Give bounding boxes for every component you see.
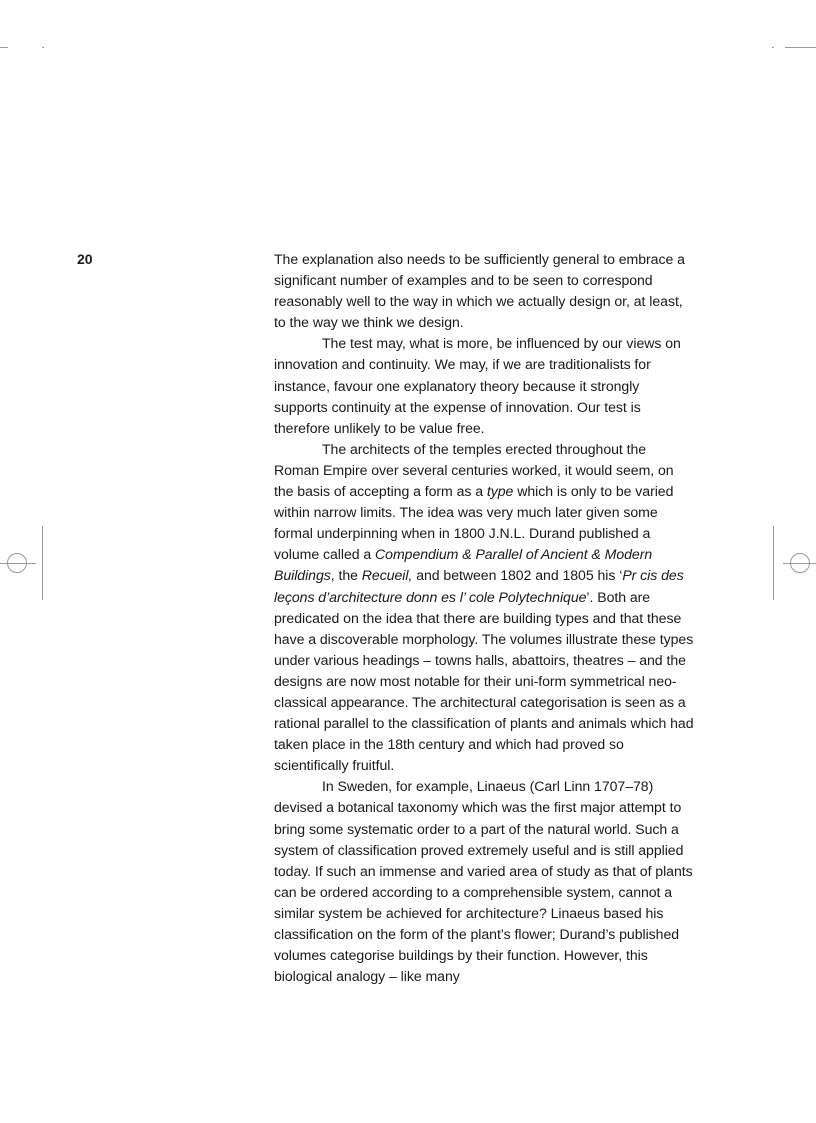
paragraph-1: The explanation also needs to be sufficiently general to embrace a significant number of examples and to be seen to correspond reasonably well to the way in which we actually design or, at least, to the way we think we design. [274,251,685,331]
book-title-recueil: Recueil, [361,567,413,584]
page-number: 20 [77,251,93,267]
paragraph-3-text-e: ’. Both are predicated on the idea that there are building types and that these have a discoverable morphology. The volumes illustrate these types under various headings – towns halls, abattoirs, theatres – and the designs are now most notable for their uni-form symmetrical neo-classical appearance. The architectural categorisation is seen as a rational parallel to the classification of plants and animals which had taken place in the 18th century and which had proved so scientifically fruitful. [274,588,694,774]
term-type: type [486,483,514,500]
registration-line-right-vertical [773,526,774,600]
book-title-precis: Pr cis des leçons d’architecture donn es l’ cole Polytechnique [274,567,684,605]
registration-mark-left-icon [7,553,27,573]
crop-mark-top-right-dot [772,47,774,48]
body-text [274,249,694,987]
paragraph-3-text-a: The architects of the temples erected throughout the Roman Empire over several centuries worked, it would seem, on the basis of accepting a form as a [274,440,674,500]
registration-line-left-vertical [42,526,43,600]
paragraph-3-text-b: which is only to be varied within narrow limits. The idea was very much later given some formal underpinning when in 1800 J.N.L. Durand published a volume called a [274,483,674,563]
book-title-compendium: Compendium & Parallel of Ancient & Modern Buildings [274,546,653,584]
paragraph-3 [274,439,694,777]
paragraph-3-text-c: , the [330,567,362,584]
paragraph-3-text-d: and between 1802 and 1805 his ‘ [412,567,623,584]
crop-mark-top-right [785,47,816,48]
paragraph-4: In Sweden, for example, Linaeus (Carl Linn 1707–78) devised a botanical taxonomy which was the first major attempt to bring some systematic order to a part of the natural world. Such a system of classification proved extremely useful and is still applied today. If such an immense and varied area of study as that of plants can be ordered according to a comprehensible system, cannot a similar system be achieved for architecture? Linaeus based his classification on the form of the plant’s flower; Durand’s published volumes categorise buildings by their function. However, this biological analogy – like many [274,778,693,985]
crop-mark-top-left-dot [42,47,44,48]
crop-mark-top-left [0,47,8,48]
registration-mark-right-icon [790,553,810,573]
paragraph-2: The test may, what is more, be influenced by our views on innovation and continuity. We may, if we are traditionalists for instance, favour one explanatory theory because it strongly supports continuity at the expense of innovation. Our test is therefore unlikely to be value free. [274,335,681,436]
